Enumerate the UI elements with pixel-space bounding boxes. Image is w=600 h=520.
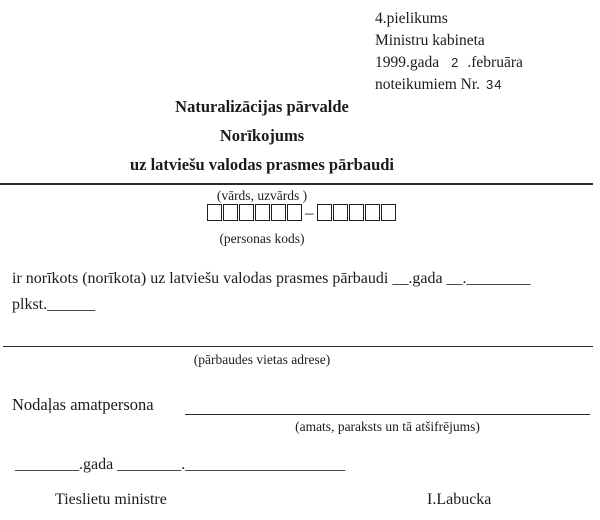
title-block: [0, 97, 524, 184]
annex-line: 4.pielikums: [375, 10, 448, 27]
signature-caption: (amats, paraksts un tā atšifrējums): [295, 419, 480, 434]
personal-code-boxes: [207, 204, 397, 221]
personal-code-dash: –: [305, 203, 314, 222]
document-subtitle: uz latviešu valodas prasmes pārbaudi: [129, 155, 395, 174]
personal-code-box: [349, 204, 364, 221]
referral-statement: [12, 266, 594, 318]
address-field-rule: [3, 346, 593, 347]
minister-title: Tieslietu ministre: [55, 491, 167, 508]
document-title: Norīkojums: [219, 126, 305, 145]
regulation-day-value: 2: [451, 55, 460, 70]
organization-title: Naturalizācijas pārvalde: [175, 97, 349, 116]
personal-code-box: [381, 204, 396, 221]
cabinet-line: Ministru kabineta: [375, 32, 485, 49]
referral-statement-line2: plkst.______: [12, 296, 96, 313]
personal-code-box: [207, 204, 222, 221]
personal-code-box: [223, 204, 238, 221]
personal-code-box: [365, 204, 380, 221]
signature-rule: [185, 414, 590, 415]
personal-code-box: [333, 204, 348, 221]
issue-date-line: ________.gada ________.____________________: [15, 456, 346, 473]
personal-code-box: [287, 204, 302, 221]
personal-code-caption: (personas kods): [219, 231, 305, 246]
personal-code-box: [271, 204, 286, 221]
name-field-caption: (vārds, uzvārds ): [216, 188, 308, 203]
personal-code-box: [239, 204, 254, 221]
personal-code-box: [255, 204, 270, 221]
regulation-number-label: noteikumiem Nr.: [375, 76, 481, 93]
address-field-caption: (pārbaudes vietas adrese): [193, 352, 331, 367]
regulation-number-value: 34: [486, 77, 503, 92]
regulation-number-line: [375, 74, 523, 96]
name-field-rule: [0, 183, 593, 185]
referral-statement-line1: ir norīkots (norīkota) uz latviešu valodas prasmes pārbaudi __.gada __.________: [12, 270, 531, 287]
minister-name: I.Labucka: [427, 491, 492, 508]
regulation-month-label: .februāra: [467, 54, 523, 71]
official-label: Nodaļas amatpersona: [12, 395, 154, 414]
personal-code-box: [317, 204, 332, 221]
regulation-reference: [375, 8, 523, 96]
regulation-year-label: 1999.gada: [375, 54, 440, 71]
regulation-date-line: [375, 52, 523, 74]
